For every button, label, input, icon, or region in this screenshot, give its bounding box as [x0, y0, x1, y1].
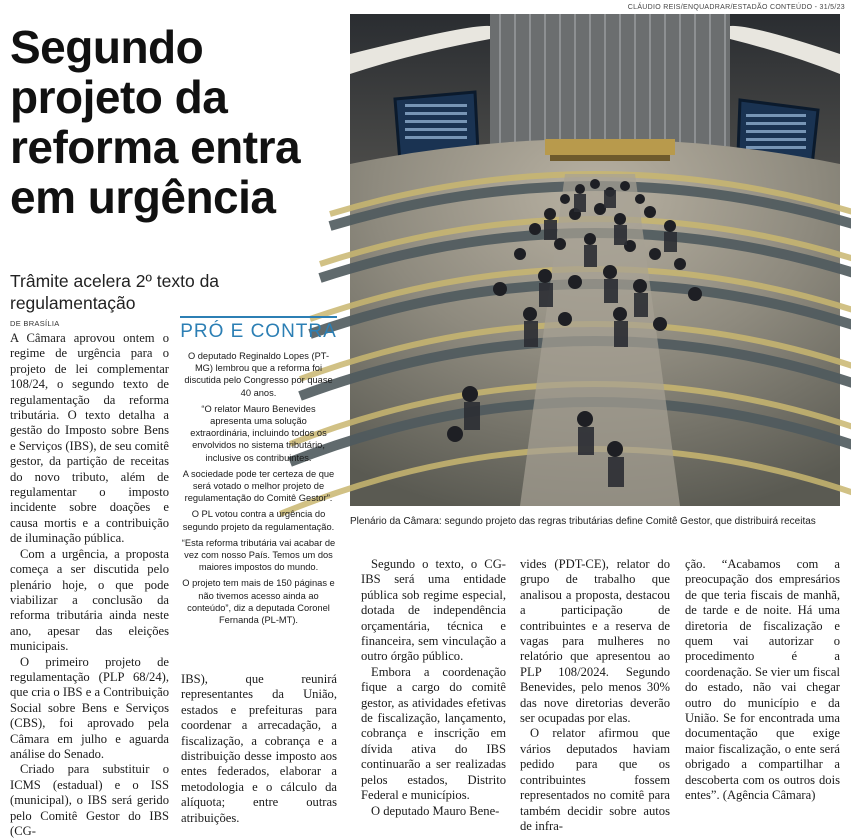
sidebar-paragraph: O projeto tem mais de 150 páginas e não tivemos acesso ainda ao conteúdo”, diz a deputada Coronel Fernanda (PL-MT). [182, 578, 335, 626]
subtitle: Trâmite acelera 2º texto da regulamentação [10, 271, 220, 313]
photo-credit: CLÁUDIO REIS/ENQUADRAR/ESTADÃO CONTEÚDO - 31/5/23 [627, 4, 845, 11]
headline: Segundo projeto da reforma entra em urgência [10, 21, 301, 223]
pro-contra-box [180, 316, 337, 626]
article-paragraph: O deputado Mauro Bene- [371, 803, 500, 818]
article-paragraph: vides (PDT-CE), relator do grupo de trabalho que analisou a proposta, destacou a participação de contribuintes e a reserva de vagas para mulheres no relatório que apresentou ao PLP 108/2024. Segundo Benevides, pelo menos 30% das nove diretorias deverão ser ocupadas por elas. [520, 557, 670, 726]
plenary-photo [350, 14, 840, 506]
article-paragraph: O relator afirmou que vários deputados haviam pedido para que os contribuintes fossem representados no comitê para também decidir sobre autos de infra- [520, 726, 670, 833]
article-paragraph: Embora a coordenação fique a cargo do comitê gestor, as atividades efetivas de fiscalização, lançamento, cobrança e inscrição em dívida ativa do IBS continuarão a ser realizadas pelos estados, Distrito Federal e municípios. [361, 664, 506, 803]
sidebar-rule [180, 316, 337, 318]
article-paragraph: ção. “Acabamos com a preocupação dos empresários de que teria fiscais de manhã, de tarde e de noite. Há uma diretoria de fiscalização e quem vai autorizar o procedimento é a coordenação. Se vier um fiscal do estado, não vai chegar outro do município e da União. Se for encontrada uma documentação que exige maior fiscalização, o ente será obrigado a compartilhar a descoberta com os outros dois entes”. (Agência Câmara) [685, 557, 840, 803]
article-paragraph: A Câmara aprovou ontem o regime de urgência para o projeto de lei complementar 108/24, o segundo texto de regulamentação da reforma tributária. O texto detalha a gestão do Imposto sobre Bens e Serviços (IBS), de seu comitê gestor, da partição de receitas do novo tributo, além de regulamentar o imposto incidente sobre doações e causa mortis e a contribuição de iluminação pública. [10, 331, 169, 546]
article-paragraph: Criado para substituir o ICMS (estadual) e o ISS (municipal), o IBS será gerido pelo Comitê Gestor do IBS (CG- [10, 762, 169, 838]
dateline: DE BRASÍLIA [10, 319, 60, 328]
article-column-4 [520, 557, 670, 834]
article-paragraph: Segundo o texto, o CG-IBS será uma entidade pública sob regime especial, dotada de independência orçamentária, técnica e financeira, sem vinculação a outro órgão público. [361, 557, 506, 664]
sidebar-paragraph: “O relator Mauro Benevides apresenta uma solução extraordinária, incluindo todos os envolvidos no sistema tributário, inclusive os contribuintes. [190, 403, 327, 463]
article-column-3 [361, 557, 506, 819]
sidebar-title: PRÓ E CONTRA [180, 321, 337, 342]
sidebar-paragraph: O PL votou contra a urgência do segundo projeto da regulamentação. [182, 509, 335, 532]
sidebar-paragraph: O deputado Reginaldo Lopes (PT-MG) lembrou que a reforma foi discutida pelo Congresso por quase 40 anos. [184, 351, 333, 398]
article-column-5 [685, 557, 840, 804]
article-column-1 [10, 331, 169, 839]
plenary-illustration [350, 14, 840, 506]
sidebar-paragraph: “Esta reforma tributária vai acabar de vez com nosso País. Temos um dos maiores impostos do mundo. [181, 537, 336, 573]
photo-caption: Plenário da Câmara: segundo projeto das regras tributárias define Comitê Gestor, que distribuirá receitas [350, 516, 816, 527]
sidebar-paragraph: A sociedade pode ter certeza de que será votado o melhor projeto de regulamentação do Comitê Gestor”. [182, 468, 335, 504]
article-column-2 [181, 672, 337, 826]
article-paragraph: IBS), que reunirá representantes da União, estados e prefeituras para coordenar a arrecadação, a fiscalização, a cobrança e a distribuição desse imposto aos entes federados, elaborar a metodologia e o cálculo da alíquota; entre outras atribuições. [181, 672, 337, 825]
article-paragraph: O primeiro projeto de regulamentação (PLP 68/24), que cria o IBS e a Contribuição Social sobre Bens e Serviços (CBS), foi aprovado pela Câmara em julho e aguarda análise do Senado. [10, 654, 169, 761]
article-paragraph: Com a urgência, a proposta começa a ser discutida pelo plenário hoje, o que pode viabilizar a conclusão da reforma tributária ainda neste ano, apesar das eleições municipais. [10, 546, 169, 654]
